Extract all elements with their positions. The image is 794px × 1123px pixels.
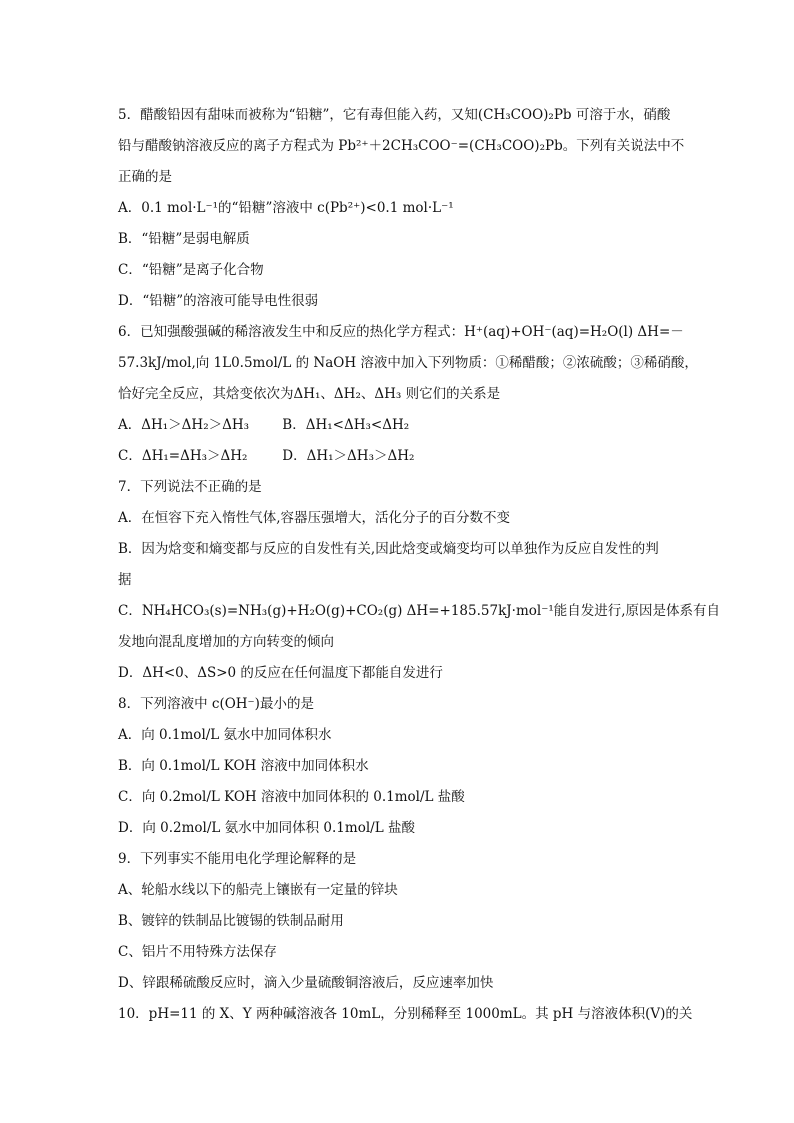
q8-option-d: D．向 0.2mol/L 氨水中加同体积 0.1mol/L 盐酸: [118, 820, 415, 836]
q8-option-b: B．向 0.1mol/L KOH 溶液中加同体积水: [118, 758, 369, 774]
q5-line-2: 铅与醋酸钠溶液反应的离子方程式为 Pb²⁺＋2CH₃COO⁻=(CH₃COO)₂Pb。下列有关说法中不: [118, 138, 685, 154]
q9-option-a: A、轮船水线以下的船壳上镶嵌有一定量的锌块: [118, 882, 398, 898]
q5-option-c: C．“铅糖”是离子化合物: [118, 262, 264, 278]
q7-option-d: D．ΔH<0、ΔS>0 的反应在任何温度下都能自发进行: [118, 665, 443, 681]
q7-option-a: A．在恒容下充入惰性气体,容器压强增大，活化分子的百分数不变: [118, 510, 511, 526]
q6-line-2: 57.3kJ/mol,向 1L0.5mol/L 的 NaOH 溶液中加入下列物质：①稀醋酸；②浓硫酸；③稀硝酸，: [118, 355, 698, 371]
q6-option-d: D．ΔH₁＞ΔH₃＞ΔH₂: [282, 448, 415, 464]
q6-option-b: B．ΔH₁<ΔH₃<ΔH₂: [282, 417, 410, 433]
q9-option-d: D、锌跟稀硫酸反应时，滴入少量硫酸铜溶液后，反应速率加快: [118, 975, 494, 991]
q7-option-c-line-2: 发地向混乱度增加的方向转变的倾向: [118, 634, 334, 650]
q7-option-b-line-2: 据: [118, 572, 132, 588]
q10-line-1: 10．pH=11 的 X、Y 两种碱溶液各 10mL，分别稀释至 1000mL。其 pH 与溶液体积(V)的关: [118, 1006, 693, 1022]
q6-options-cd: [118, 441, 678, 472]
q6-option-c: C．ΔH₁=ΔH₃＞ΔH₂: [118, 448, 248, 464]
q7-line-1: 7．下列说法不正确的是: [118, 479, 262, 495]
q8-line-1: 8．下列溶液中 c(OH⁻)最小的是: [118, 696, 314, 712]
q8-option-c: C．向 0.2mol/L KOH 溶液中加同体积的 0.1mol/L 盐酸: [118, 789, 465, 805]
q5-line-1: 5．醋酸铅因有甜味而被称为“铅糖”，它有毒但能入药，又知(CH₃COO)₂Pb 可溶于水，硝酸: [118, 107, 671, 123]
q6-option-a: A．ΔH₁＞ΔH₂＞ΔH₃: [118, 417, 250, 433]
q9-line-1: 9．下列事实不能用电化学理论解释的是: [118, 851, 357, 867]
q5-line-3: 正确的是: [118, 169, 172, 185]
q5-option-a: A．0.1 mol·L⁻¹的“铅糖”溶液中 c(Pb²⁺)<0.1 mol·L⁻¹: [118, 200, 454, 216]
q6-line-1: 6．已知强酸强碱的稀溶液发生中和反应的热化学方程式：H⁺(aq)+OH⁻(aq)=H₂O(l) ΔH=－: [118, 324, 684, 340]
q7-option-c-line-1: C．NH₄HCO₃(s)=NH₃(g)+H₂O(g)+CO₂(g) ΔH=+185.57kJ·mol⁻¹能自发进行,原因是体系有自: [118, 603, 721, 619]
q9-option-c: C、铝片不用特殊方法保存: [118, 944, 277, 960]
q8-option-a: A．向 0.1mol/L 氨水中加同体积水: [118, 727, 332, 743]
q6-options-ab: [118, 410, 678, 441]
question-content: [118, 100, 721, 1030]
q7-option-b-line-1: B．因为焓变和熵变都与反应的自发性有关,因此焓变或熵变均可以单独作为反应自发性的判: [118, 541, 659, 557]
q5-option-d: D．“铅糖”的溶液可能导电性很弱: [118, 293, 319, 309]
q6-line-3: 恰好完全反应，其焓变依次为ΔH₁、ΔH₂、ΔH₃ 则它们的关系是: [118, 386, 501, 402]
q5-option-b: B．“铅糖”是弱电解质: [118, 231, 250, 247]
q9-option-b: B、镀锌的铁制品比镀锡的铁制品耐用: [118, 913, 344, 929]
